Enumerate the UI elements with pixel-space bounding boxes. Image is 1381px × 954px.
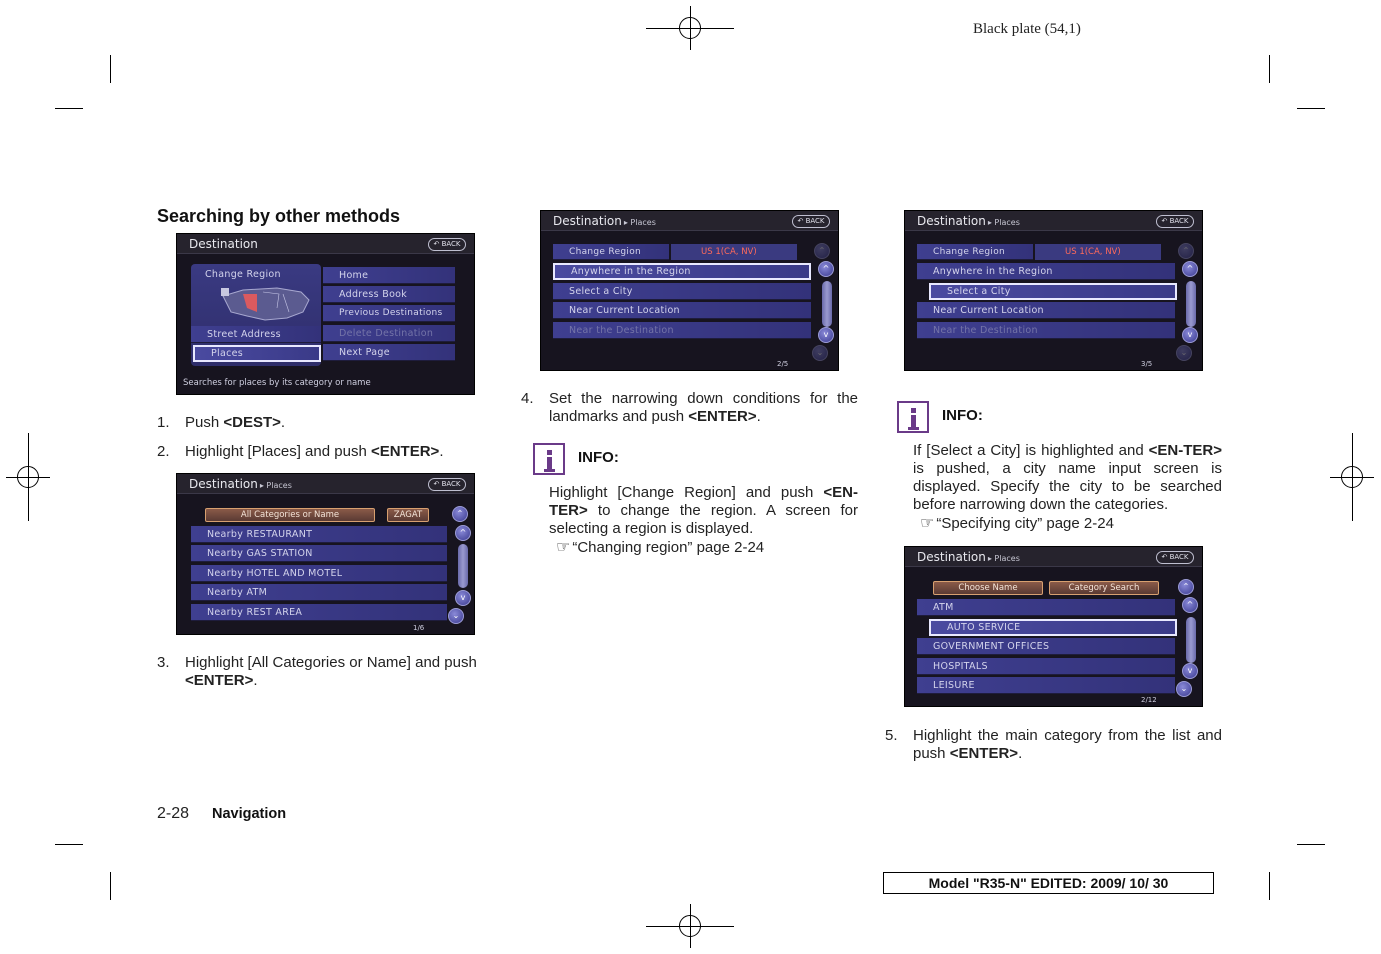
category-row[interactable]: HOSPITALS xyxy=(917,658,1175,675)
page-indicator: 2/12 xyxy=(1141,696,1157,704)
category-row[interactable]: LEISURE xyxy=(917,677,1175,694)
category-row[interactable]: GOVERNMENT OFFICES xyxy=(917,638,1175,655)
region-options-screen xyxy=(540,210,839,371)
back-button[interactable]: ↶ BACK xyxy=(428,478,466,491)
pointing-hand-icon: ☞ xyxy=(556,537,571,556)
page-indicator: 2/5 xyxy=(777,360,789,368)
option-row[interactable]: Near Current Location xyxy=(553,302,811,319)
step-number: 4. xyxy=(521,390,534,407)
model-edited-label: Model "R35-N" EDITED: 2009/ 10/ 30 xyxy=(883,872,1214,894)
next-page-button[interactable]: Next Page xyxy=(323,344,455,361)
page-down-icon[interactable]: ⌄ xyxy=(448,608,464,624)
scroll-up-icon[interactable]: ^ xyxy=(455,525,471,541)
delete-destination-button[interactable]: Delete Destination xyxy=(323,325,455,342)
crop-mark xyxy=(55,108,83,109)
screen-header xyxy=(177,234,474,254)
zagat-button[interactable]: ZAGAT xyxy=(387,508,429,522)
scroll-down-icon[interactable]: v xyxy=(1182,663,1198,679)
crop-mark xyxy=(1269,55,1270,83)
places-button[interactable]: Places xyxy=(193,345,321,362)
step-5-text: Highlight the main category from the list and push <ENTER>. xyxy=(913,727,1222,762)
screen-header xyxy=(905,547,1202,567)
crop-mark xyxy=(1269,872,1270,900)
step-number: 1. xyxy=(157,414,170,431)
option-row[interactable]: Near Current Location xyxy=(917,302,1175,319)
step-4-text: Set the narrowing down conditions for the landmarks and push <ENTER>. xyxy=(549,390,858,425)
page-number: 2-28 xyxy=(157,805,190,822)
page-up-icon[interactable]: ⌃ xyxy=(814,243,830,259)
choose-name-button[interactable]: Choose Name xyxy=(933,581,1043,595)
info-icon xyxy=(533,443,565,475)
option-row[interactable]: Anywhere in the Region xyxy=(917,263,1175,280)
scroll-down-icon[interactable]: v xyxy=(1182,327,1198,343)
category-row[interactable]: AUTO SERVICE xyxy=(929,619,1177,636)
pointing-hand-icon: ☞ xyxy=(920,513,935,532)
scroll-up-icon[interactable]: ^ xyxy=(1182,597,1198,613)
registration-circle xyxy=(679,17,701,39)
page-up-icon[interactable]: ⌃ xyxy=(1178,579,1194,595)
info-1-text: Highlight [Change Region] and push <EN-TER> to change the region. A screen for selecting a region is displayed. xyxy=(549,484,858,537)
page-down-icon[interactable]: ⌄ xyxy=(812,345,828,361)
category-row[interactable]: Nearby RESTAURANT xyxy=(191,526,447,543)
info-1-reference: ☞ “Changing region” page 2-24 xyxy=(556,537,765,556)
option-row[interactable]: Select a City xyxy=(553,283,811,300)
step-1-text: Push <DEST>. xyxy=(185,414,286,431)
step-2-text: Highlight [Places] and push <ENTER>. xyxy=(185,443,444,460)
address-book-button[interactable]: Address Book xyxy=(323,286,455,303)
screen-subtitle: ▸ Places xyxy=(987,554,1020,563)
change-region-button[interactable]: Change Region xyxy=(553,244,669,260)
category-row[interactable]: Nearby ATM xyxy=(191,584,447,601)
page-down-icon[interactable]: ⌄ xyxy=(1176,681,1192,697)
category-row[interactable]: Nearby REST AREA xyxy=(191,604,447,621)
page-down-icon[interactable]: ⌄ xyxy=(1176,345,1192,361)
home-button[interactable]: Home xyxy=(323,267,455,284)
screen-subtitle: ▸ Places xyxy=(259,481,292,490)
scrollbar[interactable] xyxy=(1186,281,1196,327)
registration-circle xyxy=(679,915,701,937)
plate-label: Black plate (54,1) xyxy=(973,21,1081,37)
crop-mark xyxy=(1297,844,1325,845)
screen-title: Destination ▸ Places xyxy=(553,214,656,228)
page-up-icon[interactable]: ⌃ xyxy=(452,506,468,522)
category-search-button[interactable]: Category Search xyxy=(1049,581,1159,595)
crop-mark xyxy=(1297,108,1325,109)
scrollbar[interactable] xyxy=(458,544,468,588)
registration-circle xyxy=(17,466,39,488)
info-label: INFO: xyxy=(578,449,619,466)
page-up-icon[interactable]: ⌃ xyxy=(1178,243,1194,259)
screen-hint: Searches for places by its category or name xyxy=(183,378,371,388)
street-address-button[interactable]: Street Address xyxy=(191,326,321,343)
page-indicator: 1/6 xyxy=(413,624,425,632)
step-number: 2. xyxy=(157,443,170,460)
info-label: INFO: xyxy=(942,407,983,424)
back-button[interactable]: ↶ BACK xyxy=(428,238,466,251)
change-region-button[interactable]: Change Region xyxy=(205,269,281,280)
screen-title: Destination ▸ Places xyxy=(917,214,1020,228)
screen-subtitle: ▸ Places xyxy=(623,218,656,227)
region-value: US 1(CA, NV) xyxy=(1065,247,1121,257)
crop-mark xyxy=(110,55,111,83)
page-indicator: 3/5 xyxy=(1141,360,1153,368)
info-2-text: If [Select a City] is highlighted and <EN-TER> is pushed, a city name input screen is displayed. Specify the city to be searched before narrowing down the categories. xyxy=(913,442,1222,513)
region-options-city-screen xyxy=(904,210,1203,371)
change-region-button[interactable]: Change Region xyxy=(917,244,1033,260)
step-number: 3. xyxy=(157,654,170,671)
option-row[interactable]: Anywhere in the Region xyxy=(553,263,811,280)
section-name: Navigation xyxy=(212,806,287,822)
category-row[interactable]: ATM xyxy=(917,599,1175,616)
section-title: Searching by other methods xyxy=(157,206,401,226)
back-button[interactable]: ↶ BACK xyxy=(792,215,830,228)
scroll-down-icon[interactable]: v xyxy=(818,327,834,343)
screen-subtitle: ▸ Places xyxy=(987,218,1020,227)
category-row[interactable]: Nearby HOTEL AND MOTEL xyxy=(191,565,447,582)
option-row[interactable]: Near the Destination xyxy=(917,322,1175,339)
back-button[interactable]: ↶ BACK xyxy=(1156,215,1194,228)
scroll-up-icon[interactable]: ^ xyxy=(818,261,834,277)
scroll-up-icon[interactable]: ^ xyxy=(1182,261,1198,277)
step-3-text: Highlight [All Categories or Name] and push <ENTER>. xyxy=(185,654,477,689)
back-button[interactable]: ↶ BACK xyxy=(1156,551,1194,564)
scrollbar[interactable] xyxy=(822,281,832,327)
all-categories-button[interactable]: All Categories or Name xyxy=(205,508,375,522)
screen-header xyxy=(177,474,474,494)
info-2-reference: ☞ “Specifying city” page 2-24 xyxy=(920,513,1114,532)
crop-mark xyxy=(110,872,111,900)
screen-title: Destination ▸ Places xyxy=(189,477,292,491)
crop-mark xyxy=(55,844,83,845)
previous-destinations-button[interactable]: Previous Destinations xyxy=(323,305,455,322)
scrollbar[interactable] xyxy=(1186,617,1196,663)
info-icon xyxy=(897,401,929,433)
step-number: 5. xyxy=(885,727,898,744)
option-row[interactable]: Select a City xyxy=(929,283,1177,300)
screen-title: Destination ▸ Places xyxy=(917,550,1020,564)
screen-title: Destination xyxy=(189,237,258,251)
option-row[interactable]: Near the Destination xyxy=(553,322,811,339)
scroll-down-icon[interactable]: v xyxy=(455,590,471,606)
places-categories-screen xyxy=(176,473,475,635)
us-map-icon xyxy=(217,282,315,324)
destination-menu-screen xyxy=(176,233,475,395)
screen-header xyxy=(541,211,838,231)
category-row[interactable]: Nearby GAS STATION xyxy=(191,545,447,562)
registration-circle xyxy=(1341,466,1363,488)
screen-header xyxy=(905,211,1202,231)
region-value: US 1(CA, NV) xyxy=(701,247,757,257)
category-search-screen xyxy=(904,546,1203,707)
